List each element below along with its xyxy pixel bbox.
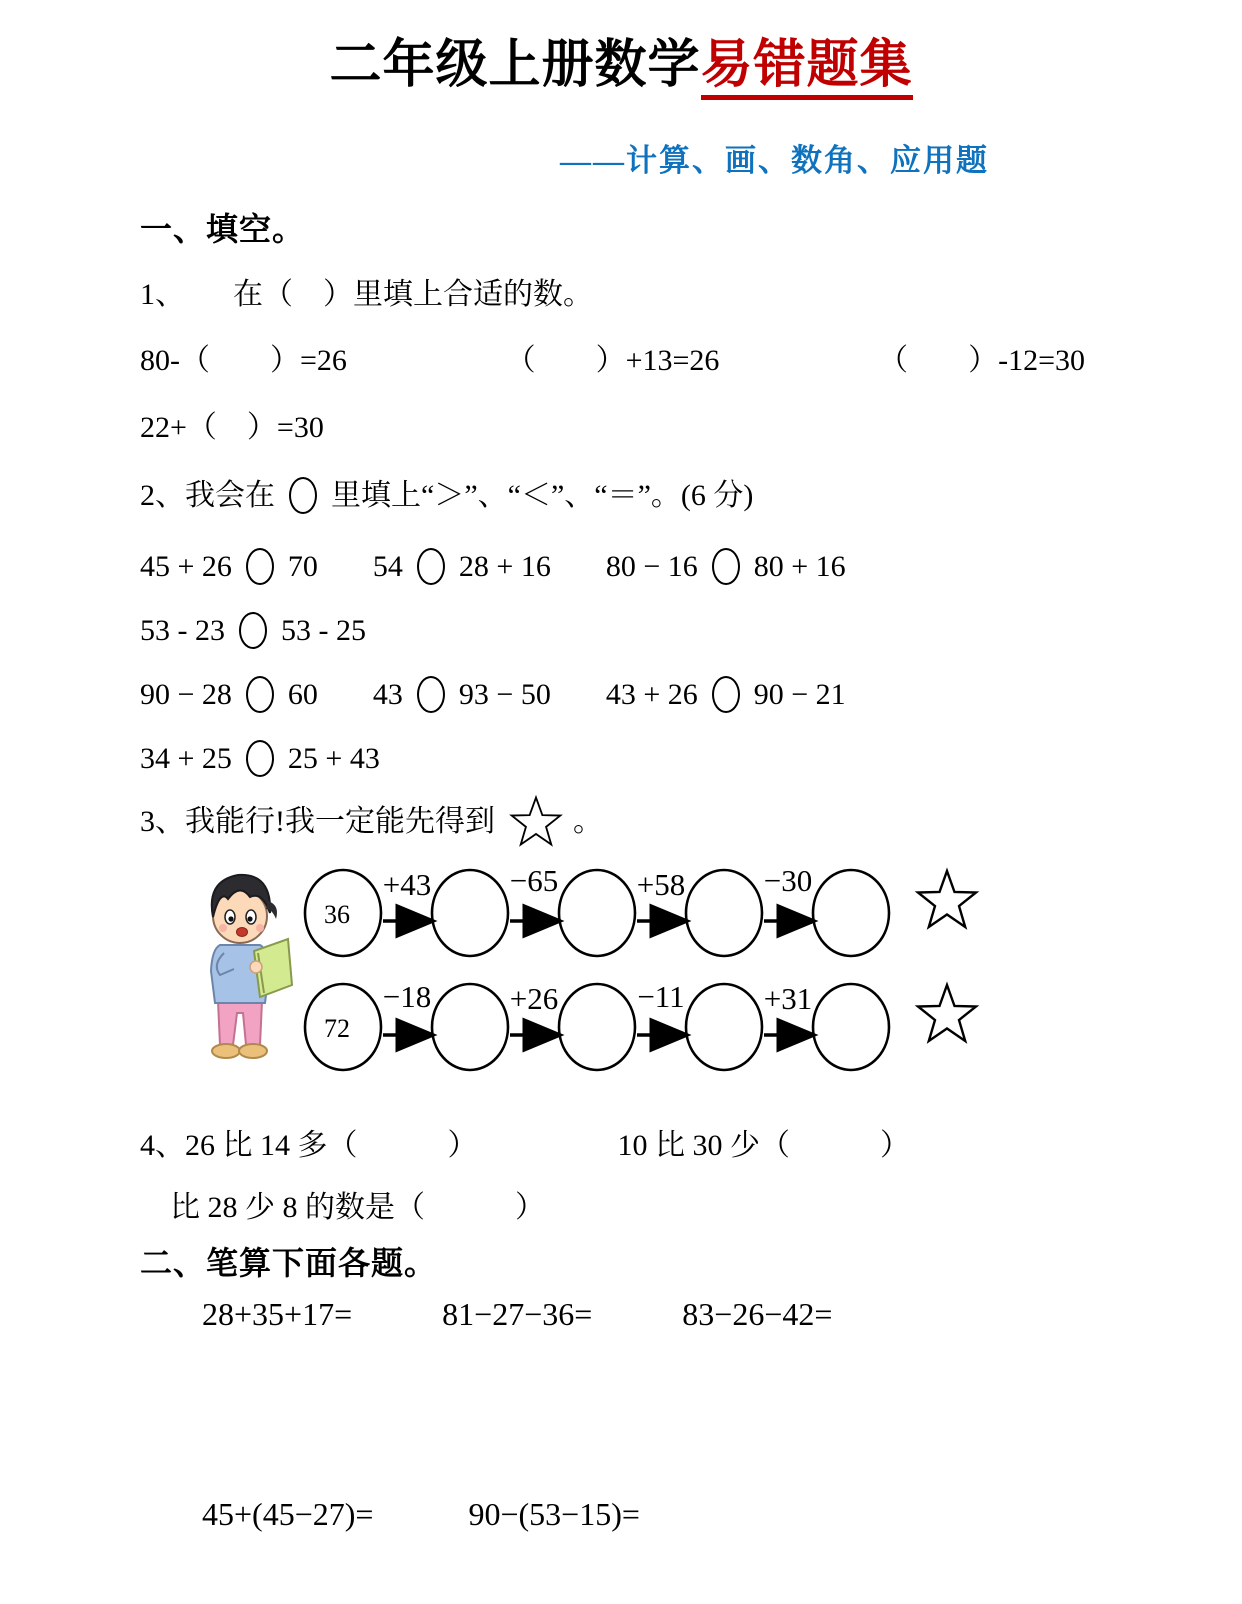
question-1-text: 在（ ）里填上合适的数。 [233,278,593,312]
comparison-row-3 [140,676,1132,713]
right-expression: 80 + 16 [753,549,846,583]
worksheet-body [0,212,1242,1533]
boy-illustration [182,861,302,1066]
left-expression: 90 − 28 [140,677,232,711]
right-expression: 60 [287,677,318,711]
comparison-row-2 [140,612,1132,649]
chain-operation: +43 [382,867,432,903]
star-icon [509,795,563,847]
page-title [0,0,1242,96]
reward-star-icon [918,985,976,1041]
compare-circle-icon [712,676,740,713]
written-problem: 90−(53−15)= [468,1496,640,1533]
comparison-item [606,676,846,713]
compare-circle-icon [239,612,267,649]
question-2-text-after: 里填上“＞”、“＜”、“＝”。(6 分) [331,479,754,513]
chain-operation: +58 [636,867,686,903]
comparison-item [140,612,366,649]
boy-figure [211,875,292,1058]
compare-circle-icon [246,548,274,585]
chain-row-1 [303,857,995,969]
compare-circle-icon [289,477,317,514]
section-1-heading: 一、填空。 [140,210,306,247]
question-4-line-1 [140,1129,1132,1162]
written-problems-row-2 [140,1497,1132,1532]
chain-operation: +31 [763,981,813,1017]
compare-circle-icon [417,676,445,713]
page-subtitle: ——计算、画、数角、应用题 [560,142,989,178]
compare-circle-icon [246,740,274,777]
written-problem: 28+35+17= [202,1296,353,1333]
left-expression: 53 - 23 [140,613,225,647]
comparison-item [140,740,380,777]
equation-blank: 22+（ ）=30 [140,411,324,445]
left-expression: 54 [372,549,403,583]
question-1-equations-row-2 [140,411,1132,444]
chain-operation: −18 [382,979,432,1015]
right-expression: 93 − 50 [458,677,551,711]
question-4-part-1-text: 26 比 14 多（ ） [185,1129,478,1163]
chain-row-2 [303,971,995,1083]
question-3-number: 3、 [140,804,185,838]
right-expression: 90 − 21 [753,677,846,711]
question-4-part-1 [140,1129,478,1162]
chain-operation: −30 [763,863,813,899]
comparison-item [140,676,318,713]
chain-operation: +26 [509,981,559,1017]
left-expression: 43 + 26 [605,677,698,711]
comparison-row-4 [140,740,1132,777]
left-expression: 80 − 16 [605,549,698,583]
page-title-black: 二年级上册数学 [329,36,701,94]
question-1-prompt [140,278,1132,311]
question-3-text: 我能行!我一定能先得到 [185,804,495,838]
left-expression: 43 [372,677,403,711]
question-2-text-before: 我会在 [185,479,275,513]
equation-blank: （ ）+13=26 [505,344,720,378]
written-problems-row-1 [140,1297,1132,1332]
question-2-prompt [140,477,1132,514]
chain-operation: −11 [637,979,685,1015]
left-expression: 45 + 26 [140,549,232,583]
left-expression: 34 + 25 [140,741,232,775]
page-title-red: 易错题集 [701,36,913,100]
question-1-equations-row-1 [140,344,1085,377]
comparison-item [373,548,551,585]
compare-circle-icon [246,676,274,713]
chain-start-value: 36 [324,900,350,930]
compare-circle-icon [417,548,445,585]
question-1-number: 1、 [140,278,185,312]
question-4-part-2: 10 比 30 少（ ） [617,1129,910,1163]
equation-blank: 80-（ ）=26 [140,344,347,378]
question-3-prompt [140,795,1132,847]
chain-start-value: 72 [324,1014,350,1044]
question-2-number: 2、 [140,479,185,513]
question-4-line-2: 比 28 少 8 的数是（ ） [170,1191,545,1225]
comparison-item [373,676,551,713]
comparison-item [140,548,318,585]
right-expression: 25 + 43 [287,741,380,775]
right-expression: 53 - 25 [281,613,366,647]
written-problem: 81−27−36= [442,1296,593,1333]
equation-blank: （ ）-12=30 [878,344,1085,378]
chain-operation: −65 [509,863,559,899]
written-problem: 45+(45−27)= [202,1496,374,1533]
comparison-item [606,548,846,585]
chain-calculation-diagram [140,857,1132,1089]
question-4-number: 4、 [140,1129,185,1163]
written-problem: 83−26−42= [682,1296,833,1333]
reward-star-icon [918,871,976,927]
right-expression: 70 [287,549,318,583]
right-expression: 28 + 16 [458,549,551,583]
comparison-row-1 [140,548,1132,585]
section-2-heading: 二、笔算下面各题。 [140,1245,438,1282]
question-3-text-end: 。 [573,804,603,838]
compare-circle-icon [712,548,740,585]
